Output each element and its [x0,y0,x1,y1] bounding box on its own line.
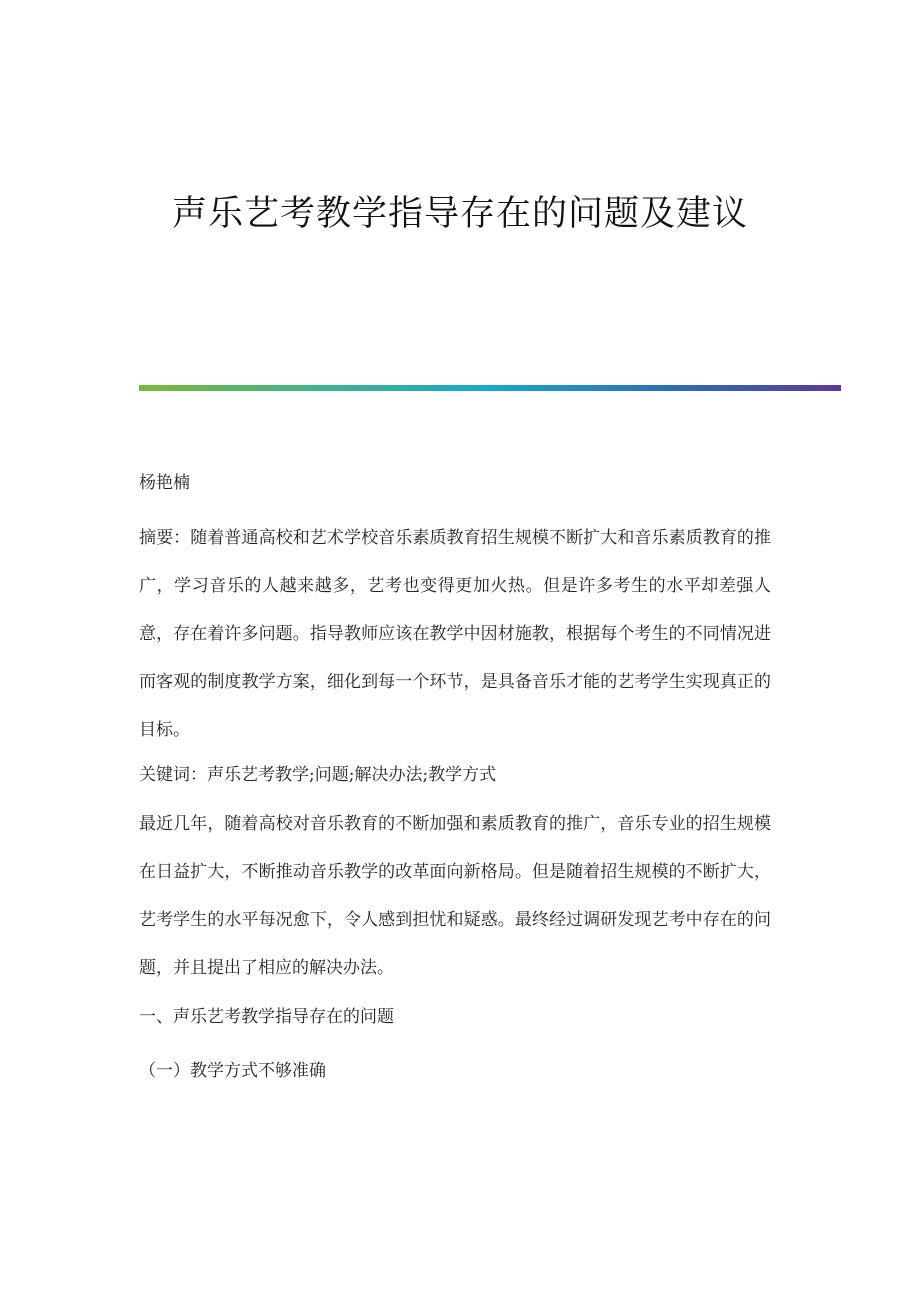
document-title: 声乐艺考教学指导存在的问题及建议 [171,194,748,234]
document-body [139,468,771,1087]
intro-paragraph: 最近几年，随着高校对音乐教育的不断加强和素质教育的推广，音乐专业的招生规模在日益扩大，不断推动音乐教学的改革面向新格局。但是随着招生规模的不断扩大，艺考学生的水平每况愈下，令人感到担忧和疑惑。最终经过调研发现艺考中存在的问题，并且提出了相应的解决办法。 [139,814,771,978]
abstract-paragraph: 摘要：随着普通高校和艺术学校音乐素质教育招生规模不断扩大和音乐素质教育的推广，学习音乐的人越来越多，艺考也变得更加火热。但是许多考生的水平却差强人意，存在着许多问题。指导教师应该在教学中因材施教，根据每个考生的不同情况进而客观的制度教学方案，细化到每一个环节，是具备音乐才能的艺考学生实现真正的目标。 [139,528,771,740]
title-divider-bar [139,385,841,391]
keywords-line: 关键词：声乐艺考教学;问题;解决办法;教学方式 [139,765,497,785]
subsection-heading: （一）教学方式不够准确 [139,1061,326,1081]
author-name: 杨艳楠 [139,473,190,493]
section-heading: 一、声乐艺考教学指导存在的问题 [139,1007,394,1027]
